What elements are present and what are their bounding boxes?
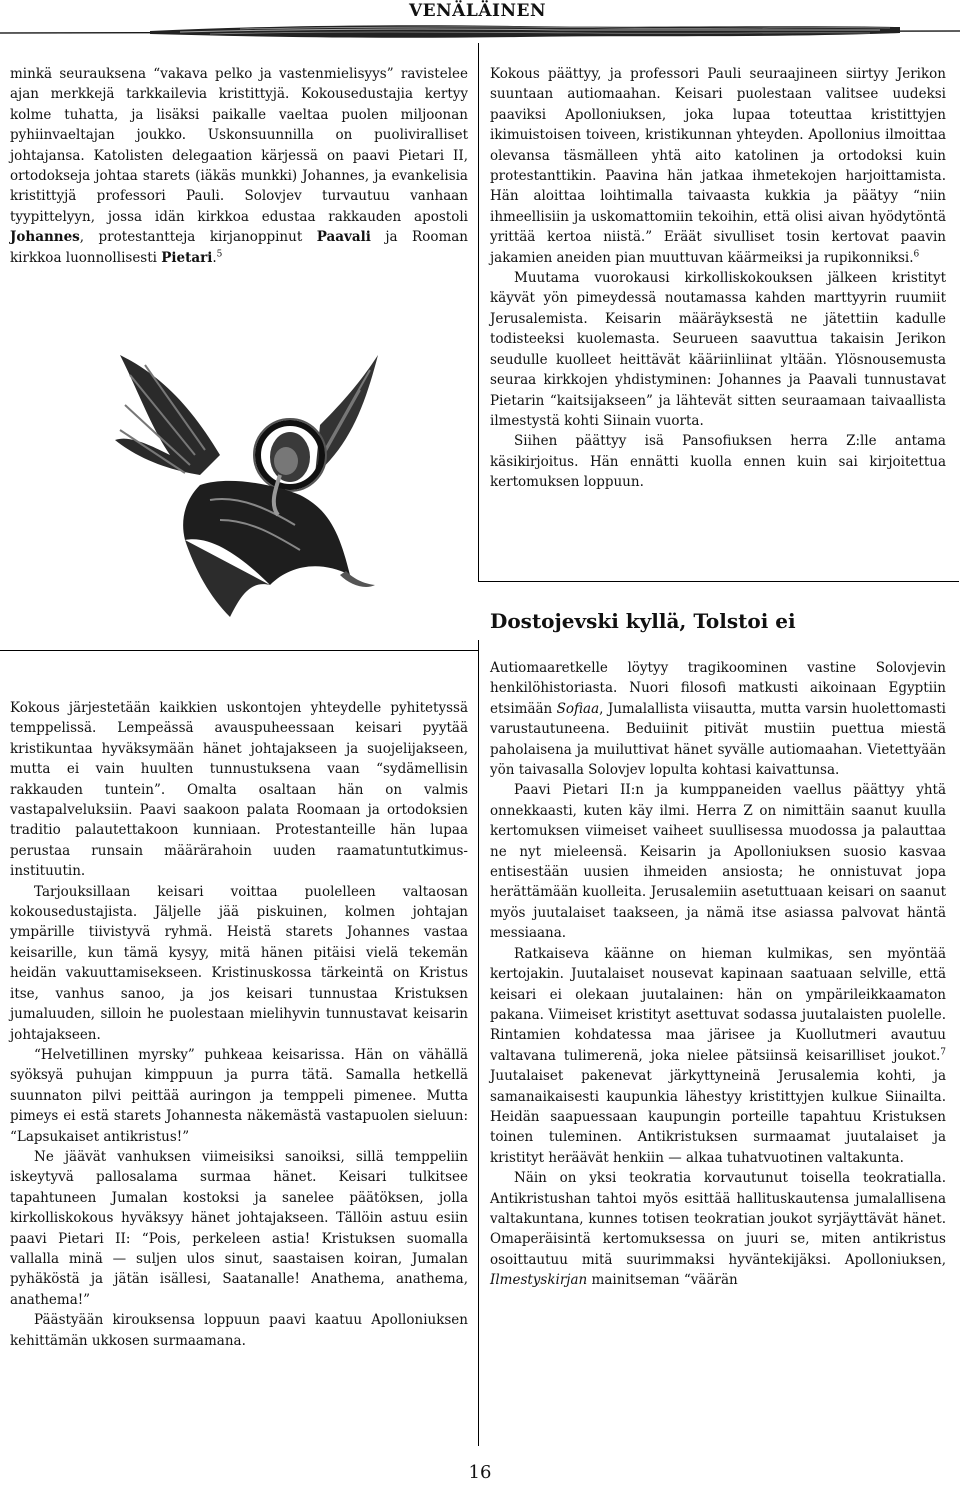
column-top-left: [10, 64, 468, 268]
paragraph: Kokous järjestetään kaikkien uskontojen yhteydelle pyhitetyssä temppelissä. Lempeässä avauspuheessaan keisari pyytää kristikuntaa hyväksymään hänet johtajakseen ja suojelijakseen, mutta ei vain huulten tunnustuksena vaan “sydämellisin rakkauden tuntein”. Omalta osaltaan hän on valmis vastapalveluksiin. Paavi saakoon palata Roomaan ja ortodoksien traditio palautettakoon kunniaan. Protestanteille hän lupaa perustaa runsain määrärahoin uuden raamatuntutkimus-instituutin.: [10, 700, 468, 880]
paragraph: Siihen päättyy isä Pansofiuksen herra Z:lle antama käsikirjoitus. Hän ennätti kuolla ennen kuin sai kirjoitettua kertomuksen loppuun.: [490, 433, 946, 491]
article-title: Dostojevski kyllä, Tolstoi ei: [490, 609, 796, 633]
paragraph: Muutama vuorokausi kirkolliskokouksen jälkeen kristityt käyvät yön pimeydessä noutamassa kahden marttyyrin ruumiit Jerusalemista. Keisarin määräyksestä ne jätettiin kadulle todisteeksi kuolemasta. Seurueen saavuttua takaisin Jerikon seudulle kuolleet heittävät kääriinliinat yltään. Ylösnousemusta seuraa kirkkojen yhdistyminen: Johannes ja Paavali tunnustavat Pietarin “kaitsijakseen” ja lähtevät sitten seuraamaan taivaallista ilmestystä kohti Siinain vuorta.: [490, 270, 946, 429]
brush-stroke-divider: [0, 20, 960, 42]
page-header: [0, 0, 960, 40]
paragraph: Kokous päättyy, ja professori Pauli seuraajineen siirtyy Jerikon suuntaan autiomaahan. Keisari puolestaan valitsee uudeksi paaviksi Apolloniuksen, joka lupaa toteuttaa kristittyjen ikimuistoisen toiveen, kristikunnan yhteyden. Apollonius ilmoittaa olevansa täsmälleen yhtä aito katolinen ja ortodoksi kuin protestanttikin. Paavina hän jatkaa ihmetekojen harjoittamista. Hän aloittaa loihtimalla taivaasta kukkia ja päätyy “niin ihmeellisiin ja uskomattomiin tekoihin, että olisi aivan hyödytöntä yrittää kertoa niistä.” Eräät sivulliset tosin kertovat paavin jakamien aneiden pian muuttuvan käärmeiksi ja rupikonniksi.$^6$: [490, 66, 946, 266]
paragraph: Ratkaiseva käänne on hieman kulmikas, sen myöntää kertojakin. Juutalaiset nousevat kapinaan saatuaan selville, että keisari ei olekaan juutalainen: hän on ympärileikkaamaton pakana. Viimeiset kristityt asettuvat sodassa juutalaisten puolelle. Rintamien kohdatessa maa järisee ja Kuollutmeri avautuu valtavana tulimerenä, joka nielee pätsiinsä keisarilliset joukot.$^7$ Juutalaiset pakenevat järkyttyneinä Jerusalemia kohti, ja samanaikaisesti kaupunkia lähestyy kristittyjen kulkue Siinailta. Heidän saapuessaan kaupungin porteille tapahtuu Kristuksen toinen tuleminen. Antikristuksen surmaamat juutalaiset ja kristityt heräävät henkiin — alkaa tuhatvuotinen valtakunta.: [490, 945, 946, 1166]
footnote-marker: 6: [913, 249, 920, 260]
paragraph: minkä seurauksena “vakava pelko ja vastenmielisyys” ravistelee ajan merkkejä tarkkailevia kristittyjä. Kokousedustajia kertyy kolme tuhatta, ja lisäksi paikalle vaeltaa puolen miljoonan pyhiinvaeltajan joukko. Uskonsuunnilla on puoliviralliset johtajansa. Katolisten delegaation kärjessä on paavi Pietari II, ortodokseja johtaa starets (iäkäs munkki) Johannes, ja evankelisia kristittyjä professori Pauli. Solovjev turvautuu vanhaan tyypittelyyn, jossa idän kirkkoa edustaa rakkauden apostoli Johannes, protestantteja kirjanoppinut Paavali ja Rooman kirkkoa luonnollisesti Pietari.$^5$: [10, 66, 468, 266]
footnote-marker: 7: [940, 1047, 946, 1058]
paragraph: Autiomaaretkelle löytyy tragikoominen vastine Solovjevin henkilöhistoriasta. Nuori filosofi matkusti aikoinaan Egyptiin etsimään Sofiaa, Jumalallista viisautta, mutta varsin huolettomasti varustautuneena. Beduiinit pitivät mustiin puettua miestä paholaisena ja muiluttivat hänet syvälle autiomaahan. Vietettyään yön taivasalla Solovjev lopulta kohtasi kaivattunsa.: [490, 660, 946, 779]
section-label: VENÄLÄINEN: [408, 1, 546, 21]
paragraph: Näin on yksi teokratia korvautunut toisella teokratialla. Antikristushan tahtoi myös esittää hallituskautensa jumalallisena valtakuntana, kunnes totisen teokratian joukot syrjäyttävät hänet. Omaperäisintä kertomuksessa on juuri se, miten antikristus osoittautuu mitä suurimmaksi hyväntekijäksi. Apolloniuksen, Ilmestyskirjan mainitseman “väärän: [490, 1170, 946, 1289]
footnote-marker: 5: [216, 249, 223, 260]
column-bottom-left: [10, 698, 468, 1351]
column-top-right: [490, 64, 946, 493]
paragraph: Paavi Pietari II:n ja kumppaneiden vaellus päättyy yhtä onnekkaasti, kuten käy ilmi. Herra Z on nimittäin saanut kuulla kertomuksen viimeiset vaiheet suullisessa muodossa ja palauttaa ne nyt mieleensä. Keisarin ja Apolloniuksen suosio kasvaa entisestään uusien ihmeiden ansiosta; he onnistuvat jopa herättämään kuolleita. Jerusalemiin asetuttuaan keisari on saanut myös juutalaiset taakseen, ja nämä itse asiassa palvovat häntä messiaana.: [490, 782, 946, 942]
angel-illustration: [100, 335, 390, 625]
column-bottom-right: [490, 658, 946, 1291]
page-number: 16: [468, 1462, 492, 1483]
paragraph: Tarjouksillaan keisari voittaa puolelleen valtaosan kokousedustajista. Jäljelle jää piskuinen, kolmen johtajan ympärille tiivistyvä ryhmä. Heistä starets Johannes vastaa keisarille, kun tämä kysyy, mitä hänen pitäisi vielä tekemän heidän vakuuttamisekseen. Kristinuskossa tärkeintä on Kristus itse, vanhus sanoo, ja jos keisari tunnustaa Kristuksen jumaluuden, silloin he puolestaan mielihyvin tunnustavat keisarin johtajakseen.: [10, 883, 468, 1043]
paragraph: Ne jäävät vanhuksen viimeisiksi sanoiksi, sillä temppeliin iskeytyvä pallosalama surmaa hänet. Keisari tulkitsee tapahtuneen Jumalan kostoksi ja sanelee päätöksen, jolla kirkolliskokous hyväksyy hänet johtajakseen. Tällöin astuu esiin paavi Pietari II: “Pois, perkeleen astia! Kristuksen suomalla vallalla minä — suljen ulos sinut, saastaisen koiran, Jumalan pyhäköstä ja jätän isällesi, Saatanalle! Anathema, anathema, anathema!”: [10, 1148, 468, 1308]
paragraph: Päästyään kirouksensa loppuun paavi kaatuu Apolloniuksen kehittämän ukkosen surmaamana.: [10, 1312, 468, 1349]
paragraph: “Helvetillinen myrsky” puhkeaa keisarissa. Hän on vähällä syöksyä puhujan kimppuun ja purra tätä. Samalla hetkellä suunnaton pilvi peittää auringon ja temppeli pimenee. Mutta pimeys ei estä starets Johannesta näkemästä vastapuolen sieluun: “Lapsukaiset antikristus!”: [10, 1046, 468, 1145]
